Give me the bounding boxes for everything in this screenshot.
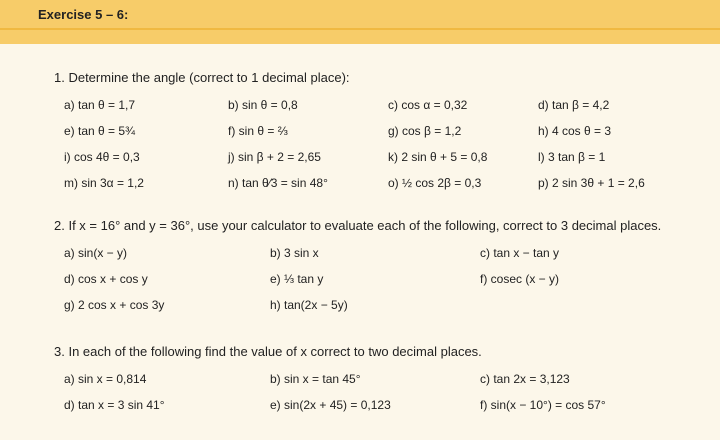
q2-item-b: b) 3 sin x <box>270 246 319 260</box>
q3-item-c: c) tan 2x = 3,123 <box>480 372 570 386</box>
q2-item-e: e) ⅓ tan y <box>270 272 324 286</box>
q2-item-h: h) tan(2x − 5y) <box>270 298 348 312</box>
q1-item-h: h) 4 cos θ = 3 <box>538 124 612 138</box>
question-2-prompt: 2. If x = 16° and y = 36°, use your calculator to evaluate each of the following, correct to 3 decimal places. <box>54 218 662 233</box>
q1-item-a: a) tan θ = 1,7 <box>64 98 136 112</box>
question-1-prompt: 1. Determine the angle (correct to 1 decimal place): <box>54 70 350 85</box>
q2-item-g: g) 2 cos x + cos 3y <box>64 298 165 312</box>
q1-item-g: g) cos β = 1,2 <box>388 124 462 138</box>
exercise-title: Exercise 5 – 6: <box>38 7 129 22</box>
q3-item-f: f) sin(x − 10°) = cos 57° <box>480 398 606 412</box>
q1-item-c: c) cos α = 0,32 <box>388 98 468 112</box>
q1-item-n: n) tan θ⁄3 = sin 48° <box>228 176 328 190</box>
q1-item-b: b) sin θ = 0,8 <box>228 98 298 112</box>
q1-item-p: p) 2 sin 3θ + 1 = 2,6 <box>538 176 645 190</box>
q1-item-d: d) tan β = 4,2 <box>538 98 610 112</box>
q3-item-b: b) sin x = tan 45° <box>270 372 361 386</box>
question-3-prompt: 3. In each of the following find the value of x correct to two decimal places. <box>54 344 482 359</box>
q2-item-f: f) cosec (x − y) <box>480 272 560 286</box>
q1-item-i: i) cos 4θ = 0,3 <box>64 150 140 164</box>
q1-item-j: j) sin β + 2 = 2,65 <box>228 150 321 164</box>
q1-item-k: k) 2 sin θ + 5 = 0,8 <box>388 150 488 164</box>
header-divider <box>0 28 720 30</box>
q3-item-d: d) tan x = 3 sin 41° <box>64 398 165 412</box>
q3-item-e: e) sin(2x + 45) = 0,123 <box>270 398 391 412</box>
q2-item-d: d) cos x + cos y <box>64 272 148 286</box>
q1-item-o: o) ½ cos 2β = 0,3 <box>388 176 482 190</box>
exercise-header <box>0 0 720 44</box>
q1-item-m: m) sin 3α = 1,2 <box>64 176 144 190</box>
q1-item-e: e) tan θ = 5¾ <box>64 124 136 138</box>
q2-item-c: c) tan x − tan y <box>480 246 560 260</box>
q1-item-l: l) 3 tan β = 1 <box>538 150 606 164</box>
q1-item-f: f) sin θ = ⅔ <box>228 124 288 138</box>
q3-item-a: a) sin x = 0,814 <box>64 372 147 386</box>
q2-item-a: a) sin(x − y) <box>64 246 128 260</box>
